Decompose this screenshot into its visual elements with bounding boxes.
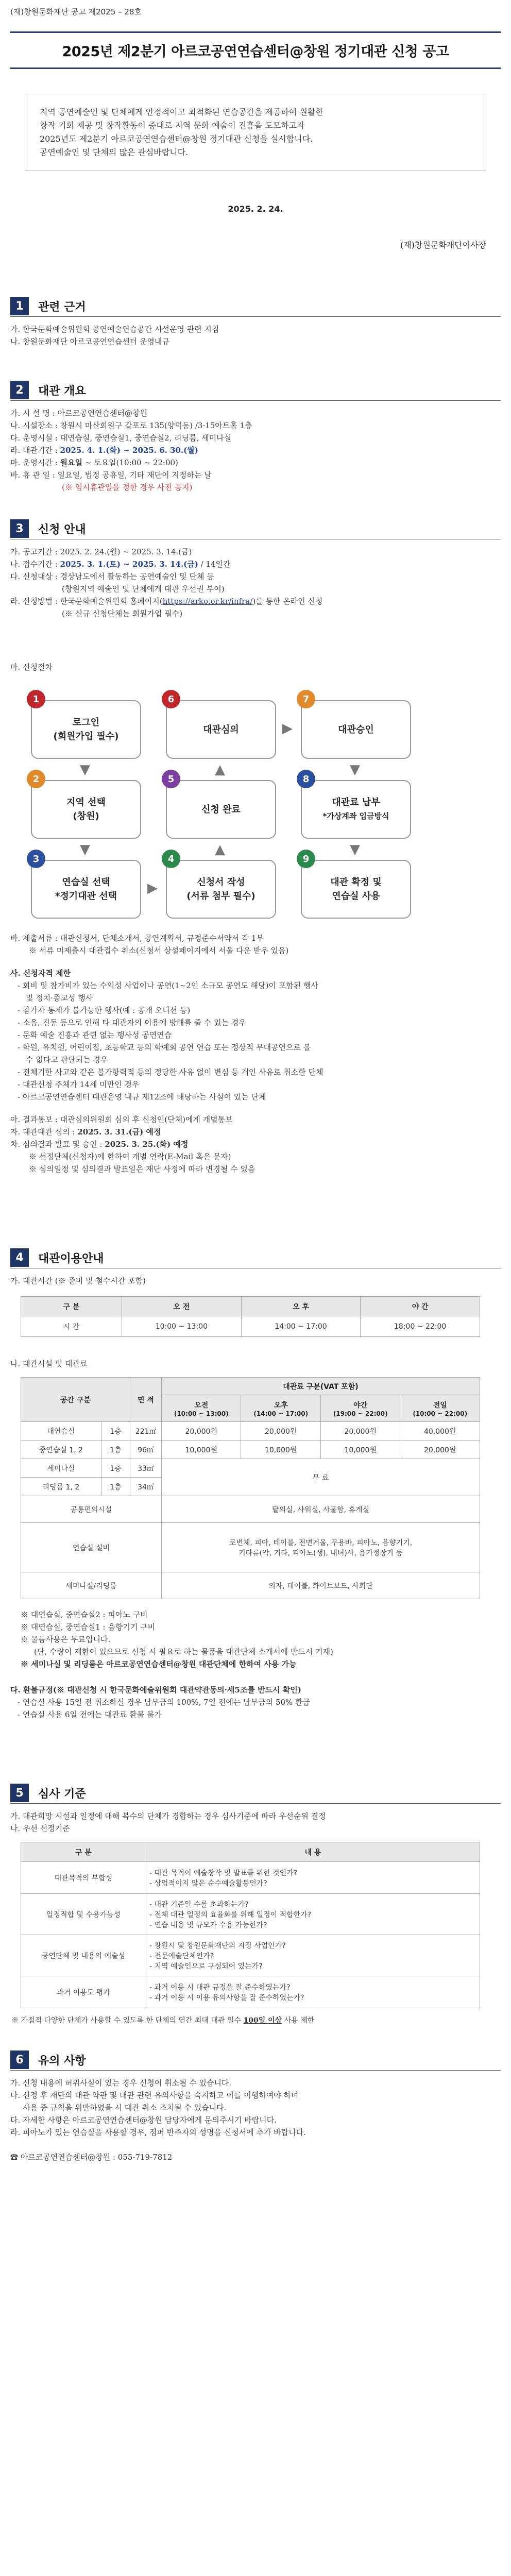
- fee-row: [21, 1459, 480, 1478]
- time-caption: 가. 대관시간 (※ 준비 및 철수시간 포함): [10, 1276, 146, 1285]
- section-title: 대관이용안내: [38, 1252, 104, 1265]
- step-badge: 2: [27, 770, 45, 788]
- extra-value: 의자, 테이블, 화이트보드, 사회단: [162, 1572, 480, 1599]
- procedure-flow: [31, 685, 484, 917]
- section-number: 2: [10, 381, 29, 399]
- arrow-up-icon: ▲: [215, 762, 225, 777]
- step-payment: [301, 780, 411, 839]
- section-header: [10, 518, 501, 539]
- step-complete: [166, 780, 276, 839]
- precaution-item: 사용 중 규칙을 위반하였을 시 대관 취소 조치될 수 있습니다.: [23, 2103, 227, 2112]
- step-line2: *정기대관 선택: [55, 891, 117, 902]
- refund-item: - 연습실 사용 6일 전에는 대관료 환불 불가: [18, 1710, 162, 1719]
- usage-note: ※ 대연습실, 중연습실1 : 음향기기 구비: [21, 1622, 156, 1632]
- section-header: [10, 1783, 501, 1804]
- announce-date: [10, 1138, 501, 1150]
- period-value: 2025. 4. 1.(화) ~ 2025. 6. 30.(월): [60, 446, 198, 455]
- contact-line: ☎ 아르코공연연습센터@창원 : 055-719-7812: [10, 2153, 173, 2162]
- criteria-caption: 가. 대관희망 시설과 일정에 대해 복수의 단체가 경합하는 경우 심사기준에 따라 우선순위 결정: [10, 1811, 326, 1821]
- criteria-label: 일정적합 및 수용가능성: [21, 1894, 146, 1935]
- criteria-line: - 대관 목적이 예술창작 및 발표를 위한 것인가?: [149, 1869, 298, 1877]
- extra-label: 세미나실/리딩룸: [21, 1572, 162, 1599]
- fee-value: 40,000원: [400, 1422, 480, 1440]
- section-precautions: [10, 2049, 501, 2163]
- basis-item: 나. 창원문화재단 아르코공연연습센터 운영내규: [10, 337, 169, 346]
- usage-note: ※ 세미나실 및 리딩룸은 아르코공연연습센터@창원 대관단체에 한하여 사용 가능: [21, 1659, 297, 1669]
- arrow-right-icon: ▶: [282, 721, 293, 736]
- step-badge: 8: [297, 770, 315, 788]
- intro-line: 지역 공연예술인 및 단체에게 안정적이고 최적화된 연습공간을 제공하여 원활한: [40, 107, 323, 117]
- restrict-item: - 아르코공연연습센터 대관운영 내규 제12조에 해당하는 사실이 있는 단체: [18, 1092, 266, 1101]
- step-badge: 3: [27, 850, 45, 868]
- criteria-head: 내 용: [146, 1842, 480, 1862]
- section-usage-guide: [10, 1247, 501, 1268]
- arrow-down-icon: ▼: [80, 762, 90, 777]
- fee-floor: 1층: [101, 1422, 130, 1440]
- refund-title: 다. 환불규정(※ 대관신청 시 한국문화예술위원회 대관약관동의·세5조를 반드시 확인): [10, 1685, 301, 1694]
- fee-value: 10,000원: [320, 1440, 400, 1459]
- result-notice: 아. 결과통보 : 대관심의위원회 심의 후 신청인(단체)에게 개별통보: [10, 1115, 233, 1124]
- hours-rest: ~ 토요일(10:00 ~ 22:00): [82, 458, 178, 467]
- fee-area: 33㎡: [130, 1459, 162, 1478]
- fee-sub-time: (10:00 ~ 22:00): [413, 1410, 468, 1417]
- criteria-head: 구 분: [21, 1842, 146, 1862]
- arrow-down-icon: ▼: [350, 762, 360, 777]
- time-table: [21, 1296, 480, 1337]
- qualification: 다. 신청대상 : 경상남도에서 활동하는 공연예술인 및 단체 등: [10, 572, 214, 581]
- fee-table: [21, 1377, 480, 1599]
- step-form: [166, 860, 276, 919]
- section-title: 심사 기준: [38, 1787, 86, 1801]
- step-confirm: [301, 860, 411, 919]
- criteria-line: - 지역 예술인으로 구성되어 있는가?: [149, 1962, 263, 1971]
- review-value: 2025. 3. 31.(금) 예정: [77, 1127, 161, 1137]
- step-line2: (서류 첨부 필수): [186, 891, 256, 902]
- fee-space: 중연습실 1, 2: [21, 1440, 101, 1459]
- result-note: ※ 선정단체(신청자)에 한하여 개별 연락(E-Mail 혹은 문자): [29, 1152, 231, 1161]
- method-pre: 라. 신청방법 : 한국문화예술위원회 홈페이지(: [10, 597, 163, 606]
- fee-value: 20,000원: [400, 1440, 480, 1459]
- extra-value-line: 기타류(악, 기타, 피아노(생), 내녀)사, 음기정장기 등: [239, 1549, 403, 1557]
- restrict-item: - 학원, 유치원, 어린이집, 초등학교 등의 학예회 공연 연습 또는 정상적 무대공연으로 볼: [18, 1043, 311, 1052]
- section-header: [10, 296, 501, 317]
- step-line1: 지역 선택: [66, 797, 106, 808]
- fee-area: 34㎡: [130, 1478, 162, 1496]
- arrow-right-icon: ▶: [147, 880, 158, 896]
- overview-period: [10, 444, 501, 456]
- fee-value: 10,000원: [162, 1440, 241, 1459]
- criteria-line: - 대관 기준일 수를 초과하는가?: [149, 1900, 249, 1909]
- section-number: 3: [10, 519, 29, 538]
- criteria-row: [21, 1894, 480, 1935]
- time-header: 야 간: [361, 1297, 480, 1316]
- extra-label: 연습실 설비: [21, 1523, 162, 1572]
- title-box: [10, 31, 501, 69]
- fee-head-space: 공간 구분: [21, 1378, 130, 1422]
- refund-item: - 연습실 사용 15일 전 취소하실 경우 납부금의 100%, 7일 전에는 납부금의 50% 환급: [18, 1698, 310, 1707]
- fee-space: 대연습실: [21, 1422, 101, 1440]
- step-login: [31, 700, 141, 759]
- criteria-label: 공연단체 및 내용의 예술성: [21, 1935, 146, 1976]
- step-line2: (회원가입 필수): [53, 731, 119, 742]
- fee-sub-name: 전일: [433, 1401, 447, 1410]
- section-title: 대관 개요: [38, 384, 86, 398]
- time-header: 오 후: [241, 1297, 361, 1316]
- overview-closed: 바. 휴 관 일 : 일요일, 법정 공휴일, 기타 재단이 지정하는 날: [10, 470, 212, 480]
- hours-label: 마. 운영시간 :: [10, 458, 60, 467]
- criteria-line: - 전문예술단체인가?: [149, 1952, 214, 1960]
- step-line1: 대관료 납부: [332, 797, 380, 808]
- usage-note: ※ 물품사용은 무료입니다.: [21, 1635, 111, 1644]
- review-label: 자. 대관대관 심의 :: [10, 1127, 78, 1137]
- criteria-content: [146, 1976, 480, 2008]
- fee-row: [21, 1422, 480, 1440]
- step-line2: (창원): [73, 811, 99, 822]
- overview-closed-note: (※ 임시휴관일을 정한 경우 사전 공지): [62, 483, 193, 492]
- criteria-line: - 전체 대관 일정의 효율화를 위해 일정이 적합한가?: [149, 1910, 312, 1919]
- overview-location: 나. 시설장소 : 창원시 마산회원구 갈포로 135(양덕동) /3·15아트홀 1층: [10, 421, 252, 430]
- criteria-content: [146, 1894, 480, 1935]
- intro-line: 창작 기회 제공 및 창작활동이 증대로 지역 문화 예술이 진흥을 도모하고자: [40, 121, 305, 130]
- announce-value: 2025. 3. 25.(화) 예정: [105, 1140, 189, 1149]
- overview-spaces: 다. 운영시설 : 대연습실, 중연습실1, 중연습실2, 리딩룸, 세미나실: [10, 433, 232, 443]
- fee-value: 20,000원: [162, 1422, 241, 1440]
- time-cell: 18:00 ~ 22:00: [361, 1316, 480, 1337]
- fee-sub-name: 오후: [274, 1401, 288, 1410]
- section-title: 관련 근거: [38, 300, 86, 314]
- step-line1: 연습실 선택: [62, 877, 110, 888]
- usage-note: (단, 수량이 제한이 있으므로 신청 시 필요로 하는 물품을 대관단체 소개서에 반드시 기재): [34, 1647, 333, 1656]
- section-review-criteria: [10, 1783, 501, 1835]
- extra-row: [21, 1496, 480, 1523]
- fee-sub-time: (10:00 ~ 13:00): [174, 1410, 229, 1417]
- extra-row: [21, 1523, 480, 1572]
- documents-note: ※ 서류 미제출시 대관접수 취소(신청서 상설페이지에서 서울 다운 받우 있음): [29, 946, 289, 955]
- time-cell: 시 간: [21, 1316, 122, 1337]
- qualification-note: (창원지역 예술인 및 단체에게 대관 우선권 부여): [62, 584, 225, 594]
- fee-sub-time: (19:00 ~ 22:00): [333, 1410, 388, 1417]
- apply-days: / 14일간: [198, 560, 231, 569]
- restrict-item: - 대관신청 주체가 14세 미만인 경우: [18, 1080, 140, 1089]
- apply-value: 2025. 3. 1.(토) ~ 2025. 3. 14.(금): [60, 560, 198, 569]
- precaution-item: 나. 선정 후 재단의 대관 약관 및 대관 관련 유의사항을 숙지하고 이를 이행하여야 하며: [10, 2091, 299, 2100]
- section-related-basis: [10, 296, 501, 348]
- criteria-line: - 상업적이지 않은 순수예술활동인가?: [149, 1879, 267, 1888]
- intro-line: 2025년도 제2분기 아르코공연연습센터@창원 정기대관 신청을 실시합니다.: [40, 134, 313, 144]
- step-line1: 대관 확정 및: [330, 877, 382, 888]
- criteria-table: [21, 1842, 480, 2008]
- step-line2: *가상계좌 입금방식: [322, 811, 389, 821]
- fee-area: 96㎡: [130, 1440, 162, 1459]
- period-label: 라. 대관기간 :: [10, 446, 60, 455]
- step-line2: 연습실 사용: [332, 891, 380, 902]
- step-badge: 4: [162, 850, 180, 868]
- criteria-content: [146, 1935, 480, 1976]
- method-post: )를 통한 온라인 신청: [252, 597, 323, 606]
- step-line1: 신청 완료: [201, 804, 241, 815]
- fee-sub-head: [320, 1395, 400, 1422]
- arrow-up-icon: ▲: [215, 842, 225, 857]
- result-note: ※ 심의일정 및 심의결과 발표일은 재단 사정에 따라 변경될 수 있음: [29, 1164, 256, 1174]
- footnote-post: 사용 제한: [282, 2016, 315, 2025]
- step-line1: 신청서 작성: [197, 877, 245, 888]
- extra-value: [162, 1523, 480, 1572]
- step-approval: [301, 700, 411, 759]
- fee-free: 무 료: [162, 1459, 480, 1496]
- section-application: [10, 518, 501, 1175]
- step-badge: 6: [162, 690, 180, 708]
- footnote-pre: ※ 가점적 다양한 단체가 사용할 수 있도록 한 단체의 연간 최대 대관 일수: [11, 2016, 244, 2025]
- step-region: [31, 780, 141, 839]
- fee-space: 세미나실: [21, 1459, 101, 1478]
- fee-value: 10,000원: [241, 1440, 320, 1459]
- arrow-down-icon: ▼: [80, 842, 90, 857]
- notice-number: (재)창원문화재단 공고 제2025 – 28호: [10, 7, 142, 16]
- notice-period: 가. 공고기간 : 2025. 2. 24.(월) ~ 2025. 3. 14.(금): [10, 547, 192, 556]
- overview-facility: 가. 시 설 명 : 아르코공연연습센터@창원: [10, 409, 148, 418]
- fee-sub-time: (14:00 ~ 17:00): [253, 1410, 309, 1417]
- extra-row: [21, 1572, 480, 1599]
- fee-floor: 1층: [101, 1459, 130, 1478]
- intro-box: [25, 94, 486, 171]
- extra-value: 탈의실, 샤워실, 사물함, 휴게실: [162, 1496, 480, 1523]
- basis-item: 가. 한국문화예술위원회 공연예술연습공간 시설운영 관련 지침: [10, 325, 219, 334]
- fee-value: 20,000원: [320, 1422, 400, 1440]
- section-title: 유의 사항: [38, 2054, 86, 2067]
- fee-caption: 나. 대관시설 및 대관료: [10, 1359, 88, 1368]
- precaution-item: 라. 피아노가 있는 연습실을 사용할 경우, 점퍼 반주자의 성명을 신청서에 추가 바랍니다.: [10, 2128, 306, 2137]
- restrict-item: 수 없다고 판단되는 경우: [26, 1055, 108, 1064]
- section-number: 4: [10, 1248, 29, 1267]
- step-line1: 대관심의: [203, 724, 239, 735]
- apply-method: [10, 595, 501, 607]
- fee-sub-name: 오전: [194, 1401, 209, 1410]
- section-header: [10, 1247, 501, 1268]
- section-number: 5: [10, 1784, 29, 1802]
- criteria-row: [21, 1935, 480, 1976]
- extra-label: 공통편의시설: [21, 1496, 162, 1523]
- time-header: 구 분: [21, 1297, 122, 1316]
- section-rental-overview: [10, 380, 501, 494]
- restrict-item: - 전체기한 사고와 같은 불가항력적 등의 정당한 사유 없이 변심 등 개인 사유로 취소한 단체: [18, 1067, 323, 1077]
- restrict-item: - 참가자 통제가 불가능한 행사(예 : 공개 오디션 등): [18, 1006, 191, 1015]
- announce-label: 차. 심의결과 발표 및 승인 :: [10, 1140, 105, 1149]
- criteria-line: - 창원시 및 창원문화재단의 지정 사업인가?: [149, 1941, 286, 1950]
- criteria-line: - 연습 내용 및 규모가 수용 가능한가?: [149, 1921, 267, 1929]
- signer: (재)창원문화재단이사장: [400, 240, 486, 250]
- precaution-item: 가. 신청 내용에 허위사실이 있는 경우 신청이 취소될 수 있습니다.: [10, 2078, 232, 2088]
- intro-line: 공연예술인 및 단체의 많은 관심바랍니다.: [40, 147, 189, 157]
- apply-method-note: (※ 신규 신청단체는 회원가입 필수): [62, 609, 183, 618]
- fee-sub-head: [241, 1395, 320, 1422]
- step-badge: 5: [162, 770, 180, 788]
- criteria-label: 과거 이용도 평가: [21, 1976, 146, 2008]
- arrow-down-icon: ▼: [350, 842, 360, 857]
- section-number: 6: [10, 2050, 29, 2069]
- section-title: 신청 안내: [38, 523, 86, 536]
- fee-head-area: 면 적: [130, 1378, 162, 1422]
- criteria-label: 대관목적의 부합성: [21, 1862, 146, 1894]
- step-review: [166, 700, 276, 759]
- step-line1: 대관승인: [338, 724, 374, 735]
- criteria-line: - 과거 이용 시 이용 유의사항을 잘 준수하였는가?: [149, 1993, 304, 2002]
- fee-sub-name: 야간: [353, 1401, 368, 1410]
- footnote-bold: 100일 이상: [243, 2016, 282, 2025]
- fee-sub-head: [400, 1395, 480, 1422]
- fee-head-group: 대관료 구분(VAT 포함): [162, 1378, 480, 1395]
- documents: 바. 제출서류 : 대관신청서, 단체소개서, 공연계획서, 규정준수서약서 각 1부: [10, 934, 264, 943]
- restrict-title: 사. 신청자격 제한: [10, 969, 71, 978]
- criteria-content: [146, 1862, 480, 1894]
- fee-value: 20,000원: [241, 1422, 320, 1440]
- apply-period: [10, 558, 501, 570]
- step-line1: 로그인: [72, 717, 100, 728]
- section-header: [10, 2049, 501, 2071]
- restrict-item: 및 정치·종교성 행사: [26, 993, 93, 1003]
- restrict-item: - 문화 예술 진흥과 관련 없는 행사성 공연연습: [18, 1030, 172, 1040]
- fee-row: [21, 1440, 480, 1459]
- time-cell: 14:00 ~ 17:00: [241, 1316, 361, 1337]
- notice-date: 2025. 2. 24.: [228, 204, 283, 214]
- section-number: 1: [10, 297, 29, 315]
- time-header: 오 전: [122, 1297, 242, 1316]
- extra-value-line: 로변체, 피아, 테이블, 전면거울, 무용바, 피아노, 음향기기,: [229, 1538, 413, 1547]
- apply-label: 나. 접수기간 :: [10, 560, 60, 569]
- criteria-footnote: [11, 2014, 511, 2027]
- procedure-label: 마. 신청절차: [10, 663, 53, 672]
- fee-floor: 1층: [101, 1478, 130, 1496]
- step-badge: 1: [27, 690, 45, 708]
- criteria-line: - 과거 이용 시 대관 규정을 잘 준수하였는가?: [149, 1983, 291, 1992]
- step-badge: 7: [297, 690, 315, 708]
- time-cell: 10:00 ~ 13:00: [122, 1316, 242, 1337]
- arko-link[interactable]: https://arko.or.kr/infra/: [162, 597, 253, 606]
- overview-hours: [10, 456, 501, 469]
- fee-space: 리딩룸 1, 2: [21, 1478, 101, 1496]
- step-room: [31, 860, 141, 919]
- page-title: 2025년 제2분기 아르코공연연습센터@창원 정기대관 신청 공고: [62, 44, 449, 60]
- fee-area: 221㎡: [130, 1422, 162, 1440]
- section-header: [10, 380, 501, 401]
- fee-sub-head: [162, 1395, 241, 1422]
- precaution-item: 다. 자세한 사항은 아르코공연연습센터@창원 담당자에게 문의주시기 바랍니다.: [10, 2115, 277, 2125]
- hours-bold: 월요일: [60, 458, 83, 467]
- restrict-item: - 소음, 진동 등으로 인해 타 대관자의 이용에 방해를 줄 수 있는 경우: [18, 1018, 246, 1027]
- criteria-caption: 나. 우선 선정기준: [10, 1824, 70, 1833]
- usage-note: ※ 대연습실, 중연습실2 : 피아노 구비: [21, 1610, 148, 1619]
- criteria-row: [21, 1976, 480, 2008]
- restrict-item: - 회비 및 참가비가 있는 수익성 사업이나 공연(1~2인 소규모 공연도 해당)이 포함된 행사: [18, 981, 318, 990]
- criteria-row: [21, 1862, 480, 1894]
- review-date: [10, 1126, 501, 1138]
- fee-floor: 1층: [101, 1440, 130, 1459]
- step-badge: 9: [297, 850, 315, 868]
